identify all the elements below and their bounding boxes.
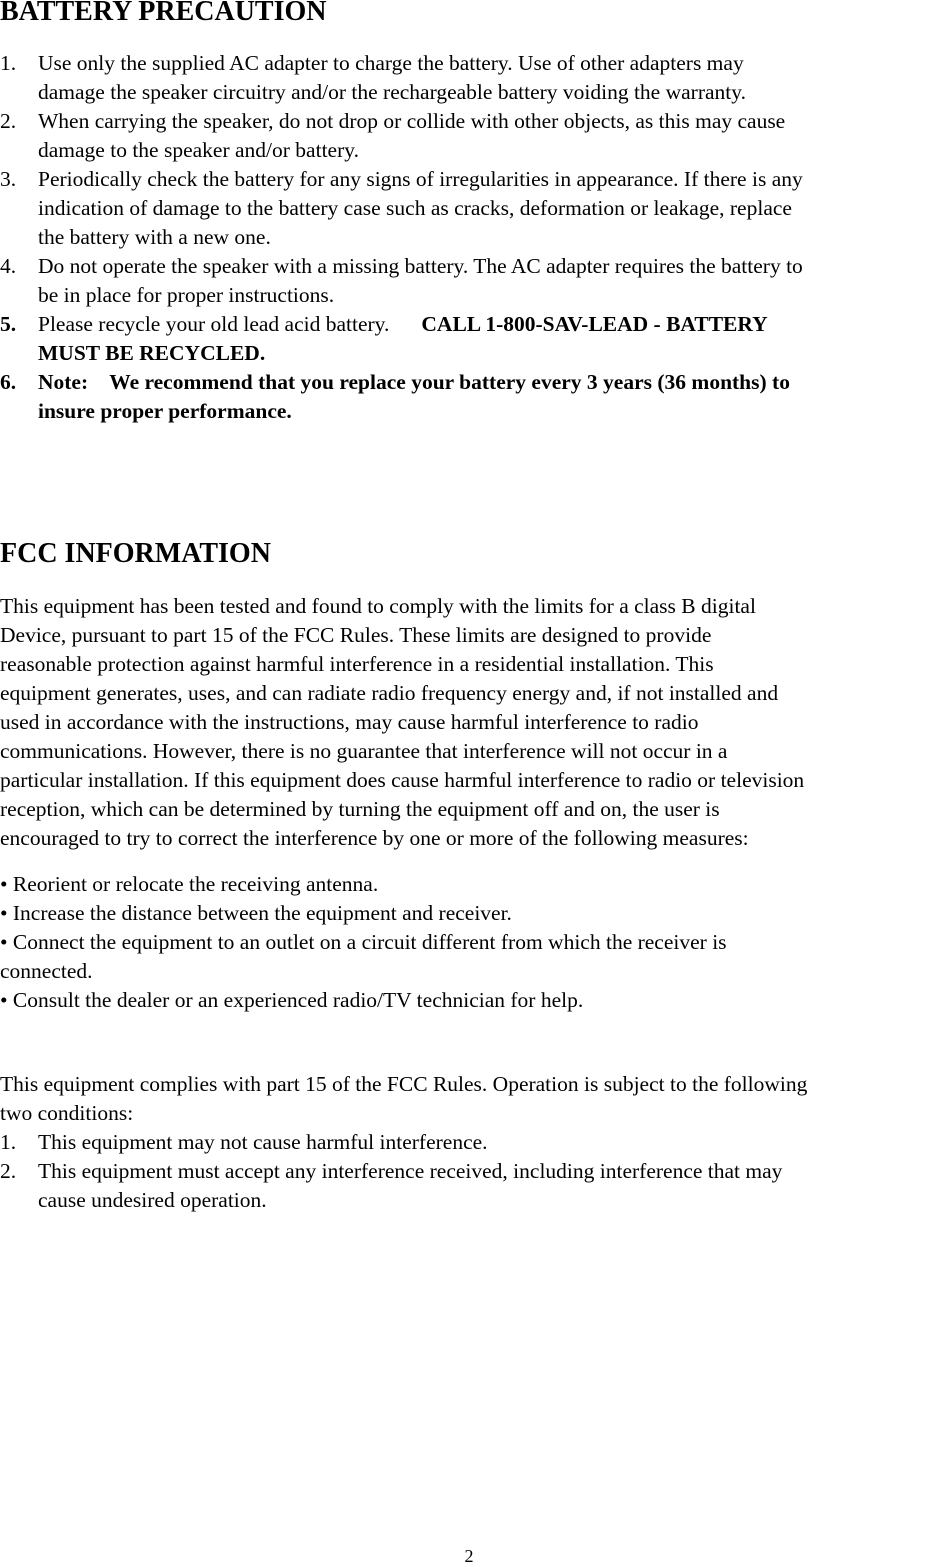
paragraph-line: communications. However, there is no guarantee that interference will not occur in a — [0, 739, 728, 763]
fcc-information-heading: FCC INFORMATION — [0, 538, 271, 569]
item-line: indication of damage to the battery case such as cracks, deformation or leakage, replace — [38, 196, 792, 220]
page-number: 2 — [464, 1546, 474, 1566]
item-line: Use only the supplied AC adapter to charge the battery. Use of other adapters may — [38, 51, 744, 75]
compliance-line: This equipment complies with part 15 of the FCC Rules. Operation is subject to the following — [0, 1072, 808, 1096]
item-line — [38, 310, 938, 339]
item-number: 2. — [0, 1159, 17, 1183]
conditions-list — [0, 1128, 938, 1215]
list-item — [0, 252, 938, 310]
list-item — [0, 1157, 938, 1215]
note-line: Note: We recommend that you replace your battery every 3 years (36 months) to — [38, 370, 790, 394]
list-item — [0, 107, 938, 165]
item-line: Do not operate the speaker with a missing battery. The AC adapter requires the battery to — [38, 254, 803, 278]
recycle-text: Please recycle your old lead acid battery. — [38, 312, 390, 336]
item-line: Periodically check the battery for any signs of irregularities in appearance. If there is any — [38, 167, 803, 191]
item-line: damage the speaker circuitry and/or the rechargeable battery voiding the warranty. — [38, 80, 746, 104]
battery-precaution-list — [0, 49, 938, 426]
note-line: insure proper performance. — [38, 399, 292, 423]
item-line: damage to the speaker and/or battery. — [38, 138, 359, 162]
list-item — [0, 165, 938, 252]
bullet-line: • Increase the distance between the equipment and receiver. — [0, 901, 512, 925]
compliance-line: two conditions: — [0, 1101, 134, 1125]
item-line: This equipment may not cause harmful interference. — [38, 1130, 488, 1154]
bullet-line: • Connect the equipment to an outlet on a circuit different from which the receiver is — [0, 930, 727, 954]
bullet-line: • Consult the dealer or an experienced radio/TV technician for help. — [0, 988, 584, 1012]
list-item — [0, 49, 938, 107]
item-number: 1. — [0, 51, 17, 75]
list-item — [0, 368, 938, 426]
fcc-measures-list — [0, 870, 938, 1015]
bullet-line: connected. — [0, 959, 93, 983]
item-number: 1. — [0, 1130, 17, 1154]
paragraph-line: equipment generates, uses, and can radiate radio frequency energy and, if not installed and — [0, 681, 779, 705]
paragraph-line: reception, which can be determined by turning the equipment off and on, the user is — [0, 797, 720, 821]
paragraph-line: Device, pursuant to part 15 of the FCC Rules. These limits are designed to provide — [0, 623, 712, 647]
paragraph-line: This equipment has been tested and found to comply with the limits for a class B digital — [0, 594, 756, 618]
recycle-hotline-continued: MUST BE RECYCLED. — [38, 341, 266, 365]
list-item — [0, 310, 938, 368]
paragraph-line: particular installation. If this equipment does cause harmful interference to radio or television — [0, 768, 805, 792]
item-line: be in place for proper instructions. — [38, 283, 335, 307]
item-number: 5. — [0, 312, 17, 336]
item-line: This equipment must accept any interference received, including interference that may — [38, 1159, 783, 1183]
fcc-paragraph — [0, 592, 938, 853]
list-item — [0, 1128, 938, 1157]
paragraph-line: used in accordance with the instructions, may cause harmful interference to radio — [0, 710, 699, 734]
item-number: 4. — [0, 254, 17, 278]
paragraph-line: encouraged to try to correct the interference by one or more of the following measures: — [0, 826, 749, 850]
item-line: the battery with a new one. — [38, 225, 271, 249]
item-line: When carrying the speaker, do not drop or collide with other objects, as this may cause — [38, 109, 786, 133]
item-number: 6. — [0, 370, 17, 394]
paragraph-line: reasonable protection against harmful interference in a residential installation. This — [0, 652, 714, 676]
fcc-compliance-section — [0, 1070, 938, 1215]
item-number: 3. — [0, 167, 17, 191]
item-number: 2. — [0, 109, 17, 133]
battery-precaution-heading: BATTERY PRECAUTION — [0, 0, 327, 27]
item-line: cause undesired operation. — [38, 1188, 267, 1212]
bullet-line: • Reorient or relocate the receiving antenna. — [0, 872, 379, 896]
recycle-hotline: CALL 1-800-SAV-LEAD - BATTERY — [421, 312, 768, 336]
